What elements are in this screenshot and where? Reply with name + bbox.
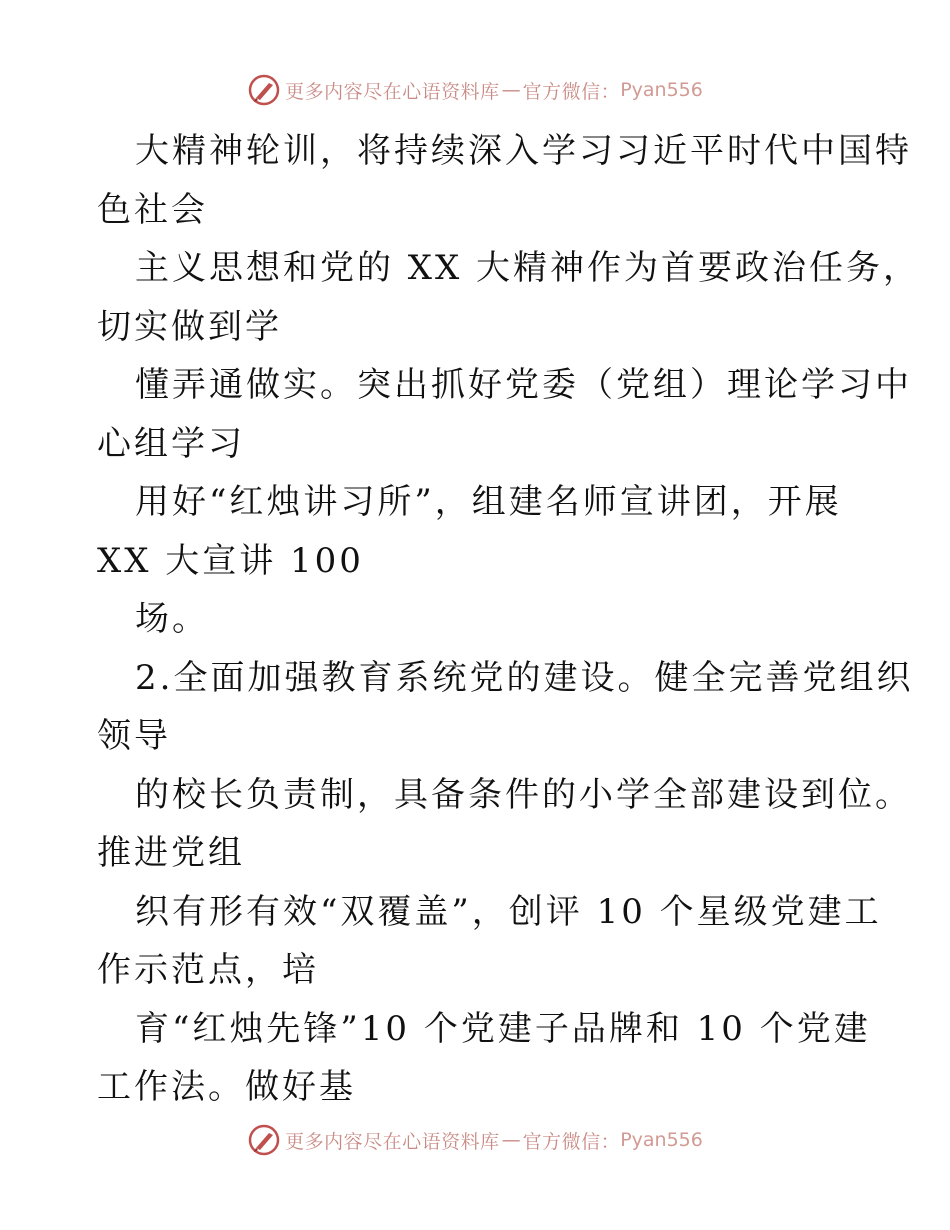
text-line: 大精神轮训，将持续深入学习习近平时代中国特 [135, 131, 912, 171]
footer-watermark [0, 1120, 950, 1160]
text-line: 育“红烛先锋”10 个党建子品牌和 10 个党建 [135, 1008, 871, 1049]
text-line: 2.全面加强教育系统党的建设。健全完善党组织 [135, 657, 914, 698]
quill-pen-logo-icon [247, 1123, 281, 1157]
text-line: 主义思想和党的 XX 大精神作为首要政治任务， [135, 248, 921, 288]
watermark-dash: — [501, 1129, 521, 1151]
text-line: 推进党组 [97, 833, 245, 873]
header-watermark [0, 70, 950, 110]
watermark-label: 官方微信： [522, 80, 621, 103]
watermark-id: Pyan556 [620, 79, 703, 101]
text-line: 切实做到学 [97, 306, 282, 347]
watermark-id: Pyan556 [620, 1129, 703, 1151]
watermark-text: 更多内容尽在心语资料库 [285, 80, 500, 103]
document-body [97, 122, 921, 1117]
quill-pen-logo-icon [247, 73, 281, 107]
text-line: 用好“红烛讲习所”，组建名师宣讲团，开展 [135, 482, 842, 522]
text-line: 场。 [135, 599, 209, 639]
watermark-dash: — [501, 79, 521, 101]
text-line: XX 大宣讲 100 [97, 540, 364, 581]
text-line: 领导 [97, 716, 171, 756]
text-line: 织有形有效“双覆盖”，创评 10 个星级党建工 [135, 891, 882, 932]
watermark-label: 官方微信： [522, 1130, 621, 1153]
text-line: 色社会 [97, 189, 208, 230]
text-line: 工作法。做好基 [97, 1067, 356, 1107]
text-line: 作示范点，培 [97, 950, 319, 990]
text-line: 懂弄通做实。突出抓好党委（党组）理论学习中 [135, 365, 912, 405]
text-line: 的校长负责制，具备条件的小学全部建设到位。 [135, 774, 912, 815]
text-line: 心组学习 [97, 423, 245, 464]
watermark-text: 更多内容尽在心语资料库 [285, 1130, 500, 1153]
